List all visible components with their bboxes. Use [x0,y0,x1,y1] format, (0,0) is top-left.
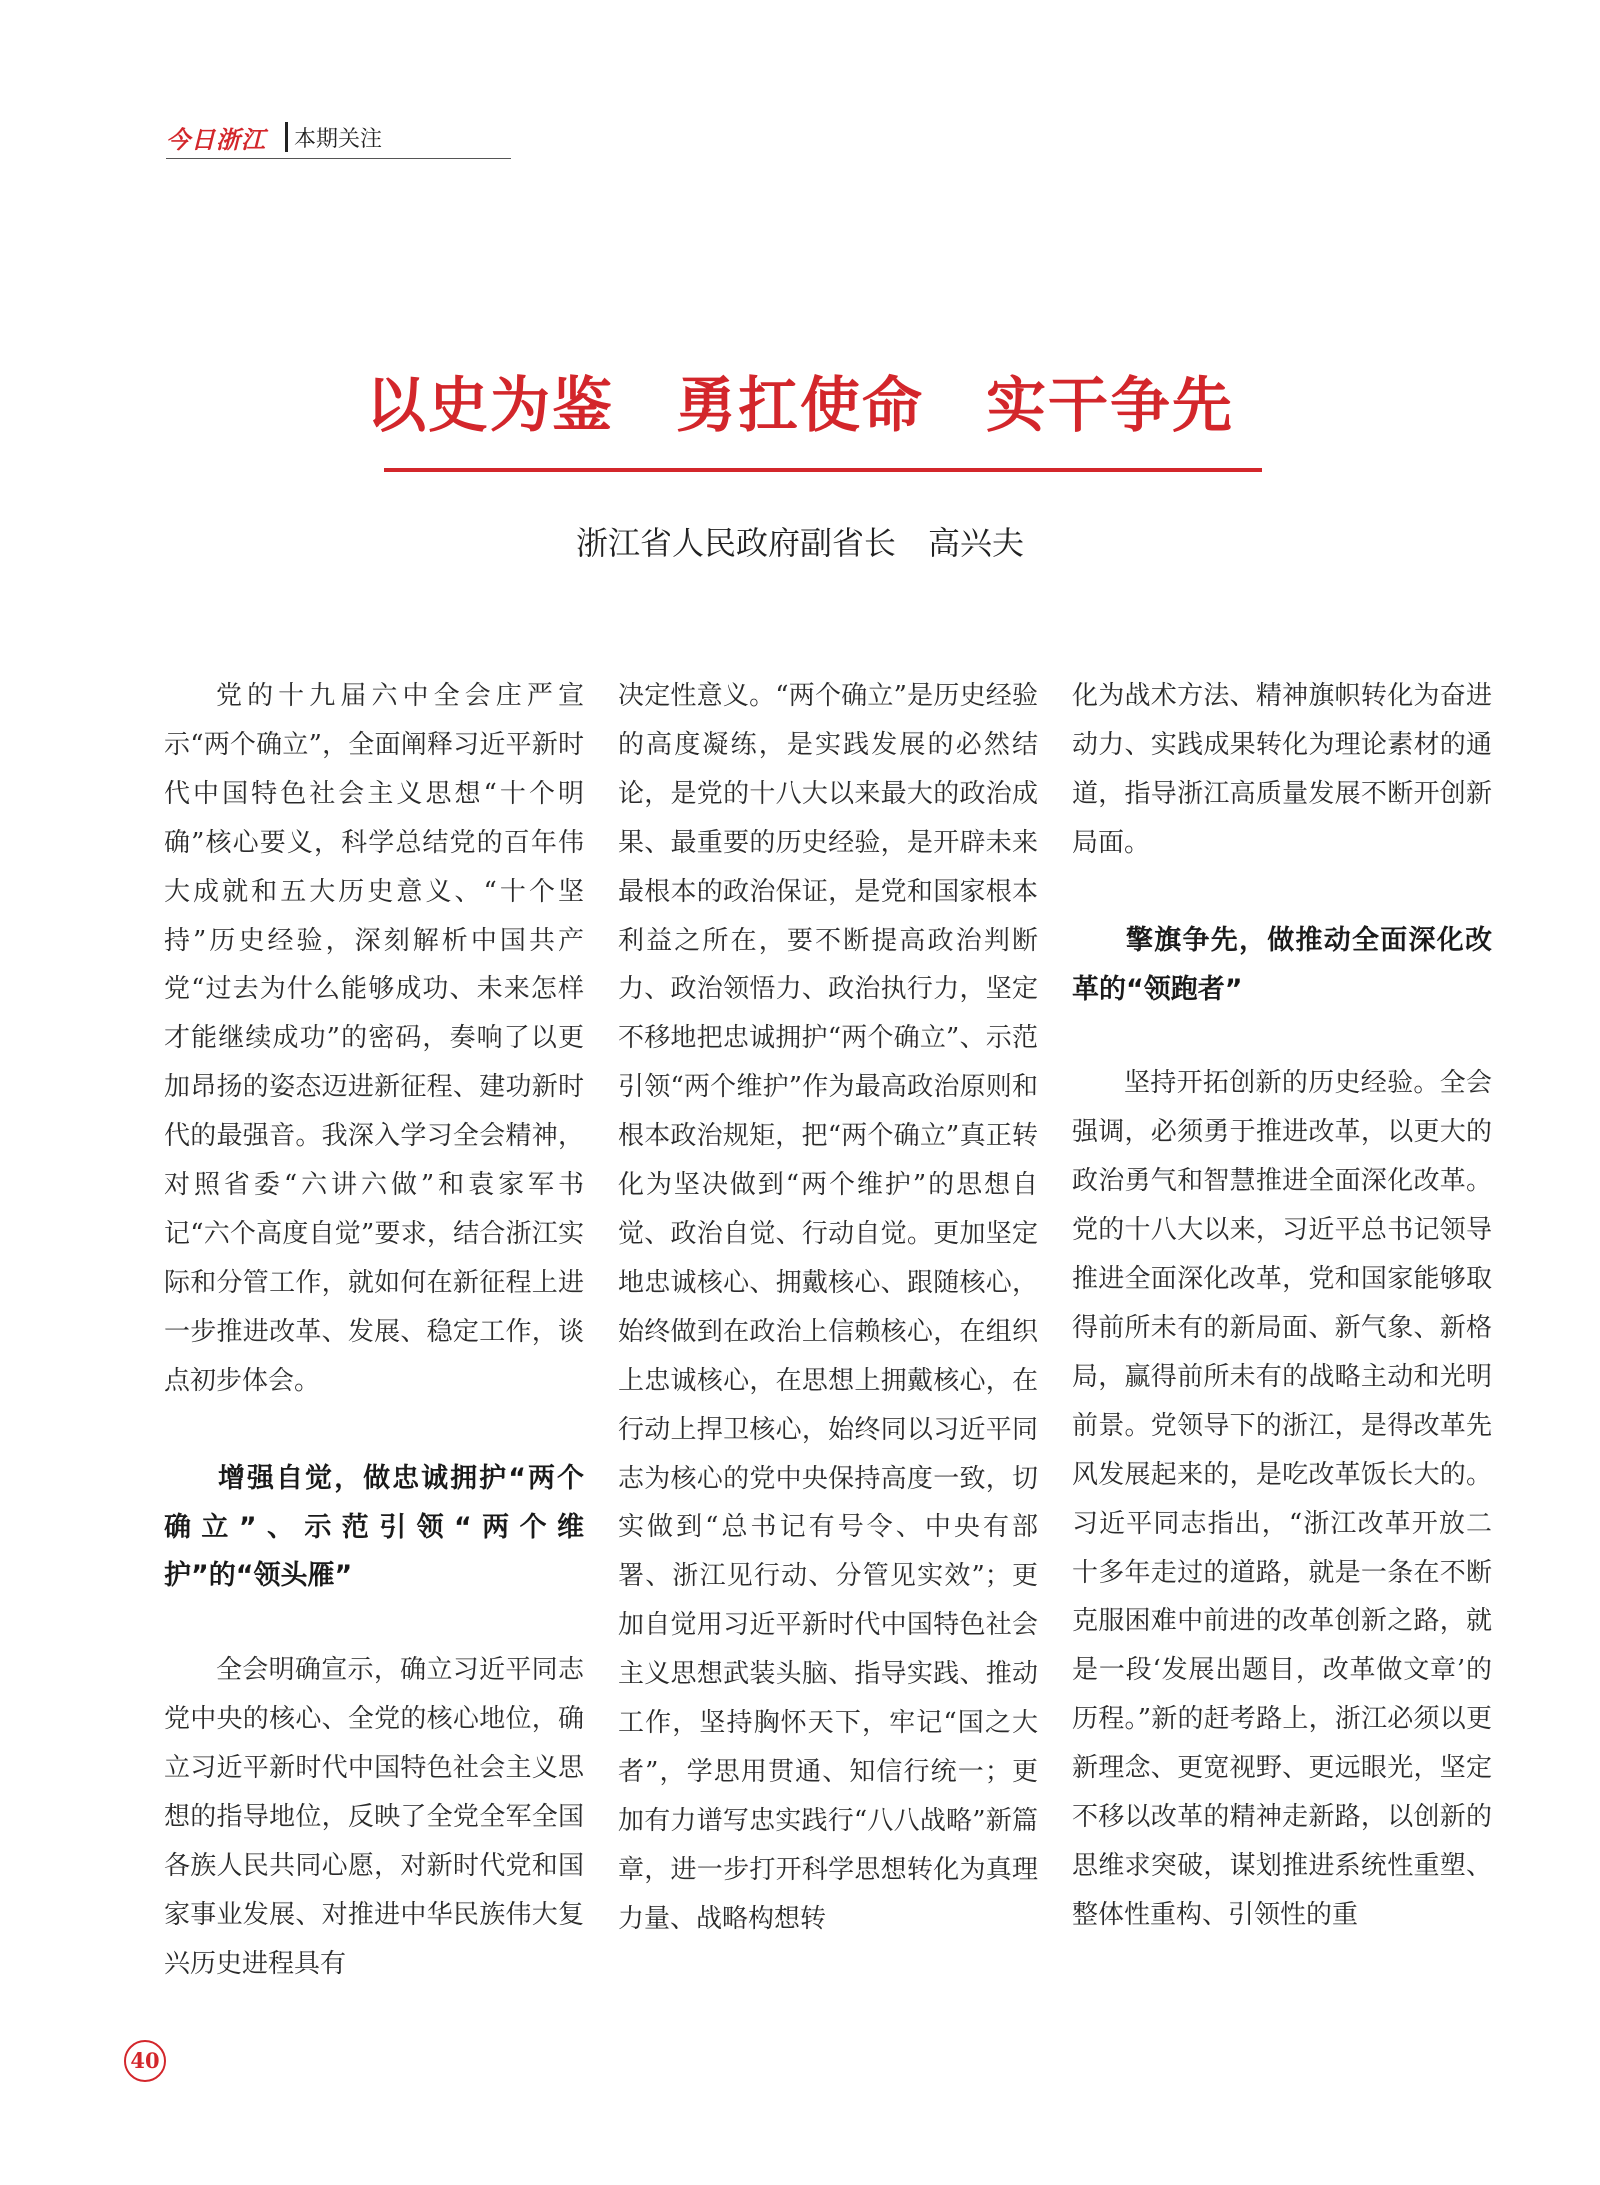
text-column-3 [1072,672,1492,1940]
header-divider [285,122,288,152]
magazine-logo: 今日浙江 [166,125,266,154]
title-underline [384,468,1262,472]
section-heading: 擎旗争先，做推动全面深化改革的“领跑者” [1072,924,1492,1005]
paragraph: 化为战术方法、精神旗帜转化为奋进动力、实践成果转化为理论素材的通道，指导浙江高质量发展不断开创新局面。 [1072,681,1492,858]
page-number: 40 [124,2040,166,2082]
text-column-2 [618,672,1038,1944]
paragraph: 全会明确宣示，确立习近平同志党中央的核心、全党的核心地位，确立习近平新时代中国特色社会主义思想的指导地位，反映了全党全军全国各族人民共同心愿，对新时代党和国家事业发展、对推进中华民族伟大复兴历史进程具有 [164,1655,584,1979]
paragraph: 党的十九届六中全会庄严宣示“两个确立”，全面阐释习近平新时代中国特色社会主义思想“十个明确”核心要义，科学总结党的百年伟大成就和五大历史意义、“十个坚持”历史经验，深刻解析中国共产党“过去为什么能够成功、未来怎样才能继续成功”的密码，奏响了以更加昂扬的姿态迈进新征程、建功新时代的最强音。我深入学习全会精神，对照省委“六讲六做”和袁家军书记“六个高度自觉”要求，结合浙江实际和分管工作，就如何在新征程上进一步推进改革、发展、稳定工作，谈点初步体会。 [164,681,584,1396]
section-label: 本期关注 [294,127,383,152]
text-column-1 [164,672,584,1989]
paragraph: 决定性意义。“两个确立”是历史经验的高度凝练，是实践发展的必然结论，是党的十八大以来最大的政治成果、最重要的历史经验，是开辟未来最根本的政治保证，是党和国家根本利益之所在，要不断提高政治判断力、政治领悟力、政治执行力，坚定不移地把忠诚拥护“两个确立”、示范引领“两个维护”作为最高政治原则和根本政治规矩，把“两个确立”真正转化为坚决做到“两个维护”的思想自觉、政治自觉、行动自觉。更加坚定地忠诚核心、拥戴核心、跟随核心，始终做到在政治上信赖核心，在组织上忠诚核心，在思想上拥戴核心，在行动上捍卫核心，始终同以习近平同志为核心的党中央保持高度一致，切实做到“总书记有号令、中央有部署、浙江见行动、分管见实效”；更加自觉用习近平新时代中国特色社会主义思想武装头脑、指导实践、推动工作，坚持胸怀天下，牢记“国之大者”，学思用贯通、知信行统一；更加有力谱写忠实践行“八八战略”新篇章，进一步打开科学思想转化为真理力量、战略构想转 [618,681,1038,1934]
section-heading: 增强自觉，做忠诚拥护“两个确立”、示范引领“两个维护”的“领头雁” [164,1462,584,1592]
page-header [166,118,511,159]
author-byline: 浙江省人民政府副省长 高兴夫 [575,524,1024,562]
article-title: 以史为鉴 勇扛使命 实干争先 [366,371,1234,441]
paragraph: 坚持开拓创新的历史经验。全会强调，必须勇于推进改革，以更大的政治勇气和智慧推进全面深化改革。党的十八大以来，习近平总书记领导推进全面深化改革，党和国家能够取得前所未有的新局面、新气象、新格局，赢得前所未有的战略主动和光明前景。党领导下的浙江，是得改革先风发展起来的，是吃改革饭长大的。习近平同志指出，“浙江改革开放二十多年走过的道路，就是一条在不断克服困难中前进的改革创新之路，就是一段‘发展出题目，改革做文章’的历程。”新的赶考路上，浙江必须以更新理念、更宽视野、更远眼光，坚定不移以改革的精神走新路，以创新的思维求突破，谋划推进系统性重塑、整体性重构、引领性的重 [1072,1068,1492,1930]
